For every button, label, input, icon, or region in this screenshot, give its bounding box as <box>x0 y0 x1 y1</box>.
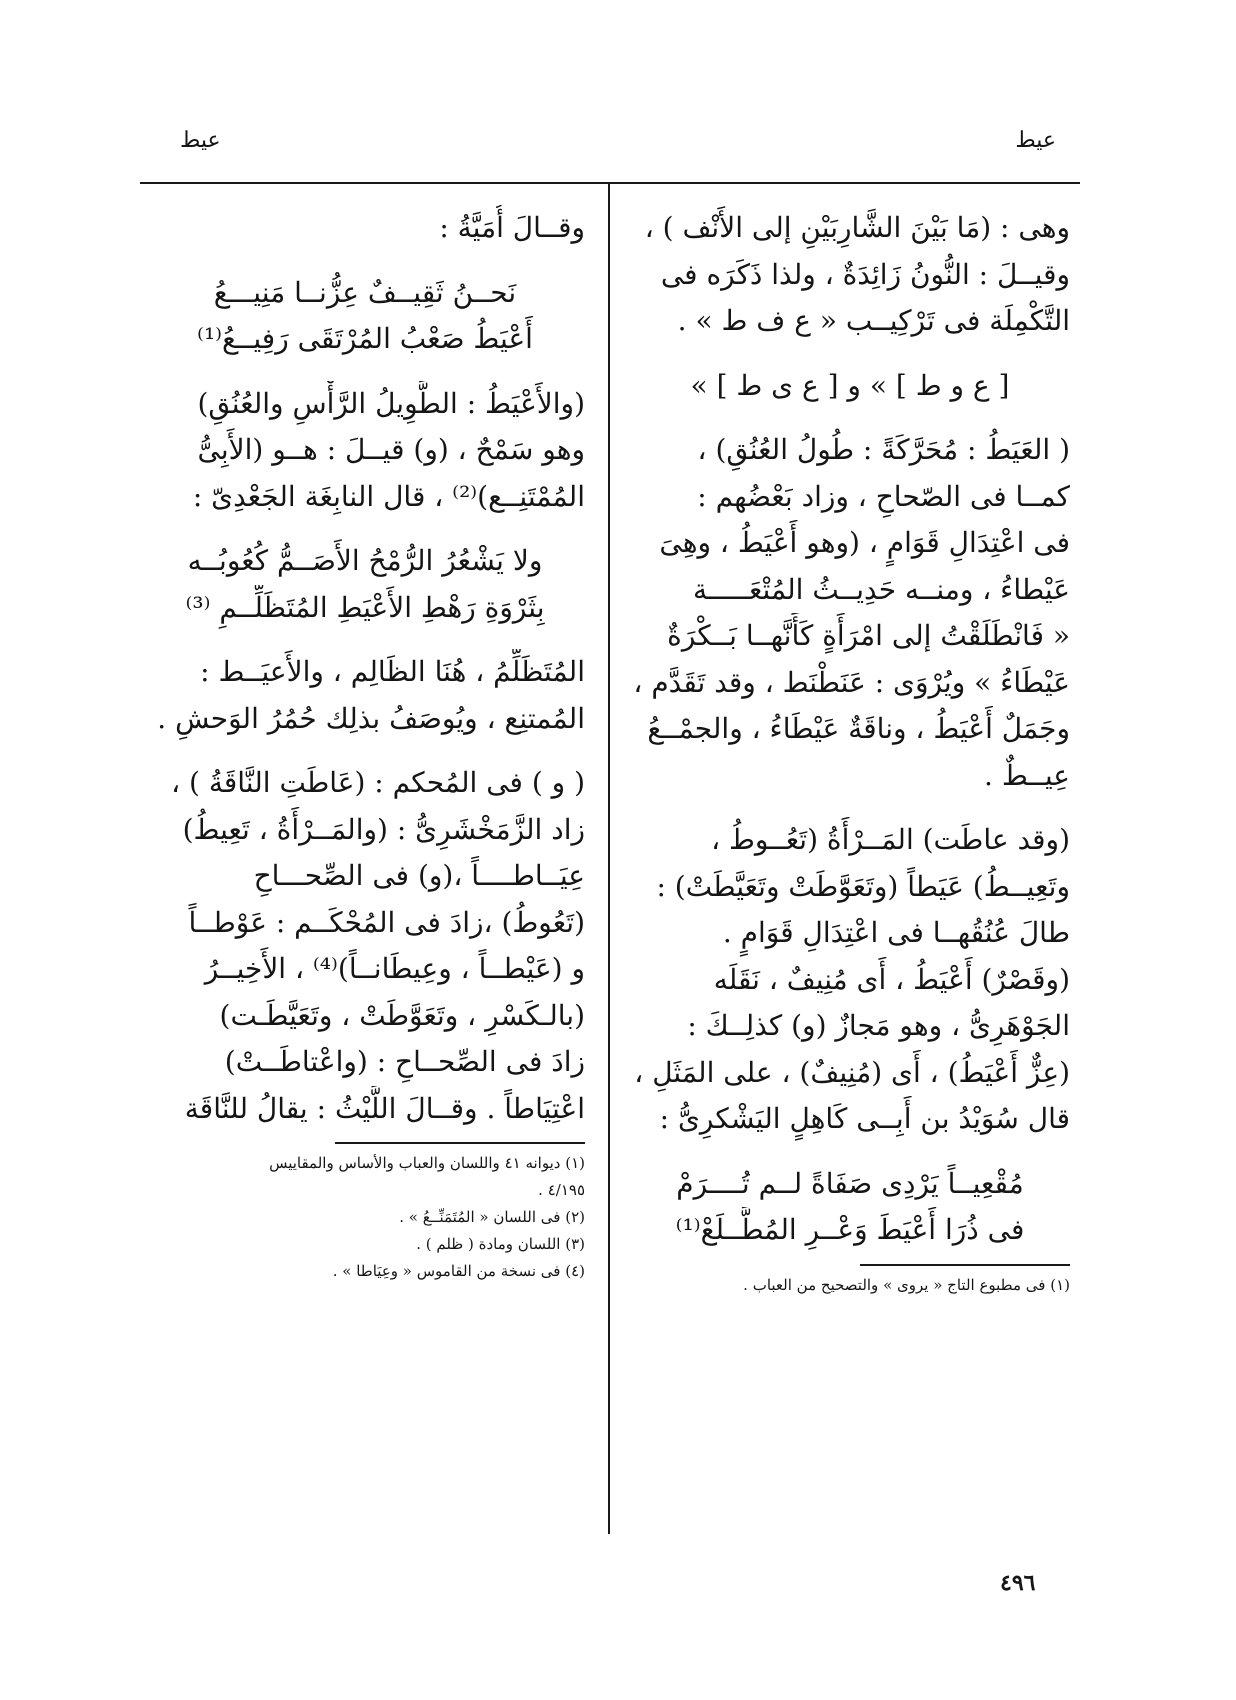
left-column <box>145 205 585 1285</box>
text-line: كمــا فى الصّحاحِ ، وزاد بَعْضُهم : <box>697 479 1070 513</box>
right-column <box>630 205 1070 1299</box>
text-line: التَّكْمِلَة فى تَرْكِيــب « ع ف ط » . <box>677 304 1070 337</box>
verse-line: ولا يَشْعُرُ الرُّمْحُ الأَصَــمُّ كُعُوبُــه <box>187 544 543 577</box>
text-line: ( العَيَطُ : مُحَرَّكَةً : طُولُ العُنُقِ) ، <box>697 433 1070 466</box>
footnote: (١) ديوانه ٤١ واللسان والعباب والأساس والمقاييس <box>269 1154 585 1172</box>
text-line: « فَانْطَلَقْتُ إلى امْرَأَةٍ كَأَنَّهــا بَــكْرَةٌ <box>667 619 1070 652</box>
text-line: (وقد عاطَت) المَــرْأَةُ (تَعُــوطُ ، <box>711 823 1070 856</box>
verse-line: أَعْيَطُ صَعْبُ المُرْتَقَى رَفِيــعُ⁽¹⁾ <box>197 322 533 355</box>
text-line: زاد الزَّمَخْشَرِىُّ : (والمَــرْأَةُ ، تَعِيطُ) <box>182 812 585 846</box>
text-line: زادَ فى الصِّحــاحِ : (واعْتاطَــتْ) <box>224 1045 585 1078</box>
text-line: (عِزٌّ أَعْيَطُ) ، أَى (مُنِيفٌ) ، على المَثَلِ ، <box>634 1055 1070 1089</box>
text-line: وهو سَمْحٌ ، (و) قيــلَ : هــو (الأَبِىُّ <box>197 433 585 466</box>
footnote: (١) فى مطبوع التاج « يروى » والتصحيح من العباب . <box>743 1275 1070 1294</box>
text-line: وقيــلَ : النُّونُ زَائِدَةٌ ، ولذا ذَكَرَه فى <box>660 257 1070 291</box>
entry-heading: [ ع و ط ] » و [ ع ى ط ] » <box>690 368 1010 402</box>
text-line: قال سُوَيْدُ بن أَبِــى كَاهِلٍ اليَشْكرِىُّ : <box>659 1102 1070 1135</box>
footnote: (٣) اللسان ومادة ( ظلم ) . <box>416 1235 585 1253</box>
running-head-left: عيط <box>180 128 221 153</box>
text-line: عِيــطٌ . <box>984 758 1070 792</box>
text-line: وقــالَ أُمَيَّةُ : <box>439 211 585 244</box>
running-head-right: عيط <box>1015 128 1056 153</box>
text-line: (والأَعْيَطُ : الطَّوِيلُ الرَّأْسِ والعُنُقِ) <box>197 386 585 420</box>
text-line: الجَوْهَرِىُّ ، وهو مَجازٌ (و) كذلِــكَ : <box>687 1009 1070 1042</box>
footnote: (٤) فى نسخة من القاموس « وعِيَاطا » . <box>332 1262 585 1280</box>
text-line: فى اعْتِدَالِ قَوَامٍ ، (وهو أَعْيَطُ ، وهِىَ <box>659 526 1070 559</box>
text-line: المُتَظَلِّمُ ، هُنَا الظَالِم ، والأَعيَــط : <box>200 655 585 688</box>
text-line: عَيْطاءُ ، ومنــه حَدِيــثُ المُتْعَـــــة <box>692 572 1070 606</box>
text-line: وجَمَلٌ أَعْيَطُ ، وناقَةٌ عَيْطَاءُ ، والجمْــعُ <box>647 712 1070 745</box>
text-line: المُمتنِع ، ويُوصَفُ بذلِك حُمُرُ الوَحشِ . <box>157 701 585 735</box>
verse-line: نَحــنُ ثَقِيــفٌ عِزُّنــا مَنِيـــعُ <box>213 275 517 309</box>
text-line: ( و ) فى المُحكم : (عَاطَتِ النَّاقَةُ ) ، <box>171 766 585 799</box>
footnote: (٢) فى اللسان « المُتَمَنِّــعُ » . <box>399 1208 585 1226</box>
verse-line: فى ذُرَا أَعْيَطَ وَعْــرِ المُطَّــلَعْ⁽¹⁾ <box>675 1213 1025 1246</box>
column-divider <box>608 184 610 1534</box>
text-line: (بالـكَسْرِ ، وتَعَوَّطَتْ ، وتَعَيَّطَـت) <box>219 998 585 1032</box>
text-line: (وقَصْرٌ) أَعْيَطُ ، أَى مُنِيفٌ ، نَقَلَه <box>713 962 1070 996</box>
text-line: عِيَــاطــــاً ،(و) فى الصِّحـــاحِ <box>253 859 585 892</box>
text-line: و (عَيْطــاً ، وعِيطَانــاً)⁽⁴⁾ ، الأَخِيــرُ <box>204 952 585 985</box>
footnote: ٤/١٩٥ . <box>538 1181 585 1199</box>
text-line: وهى : (مَا بَيْنَ الشَّارِبَيْنِ إلى الأَنْف ) ، <box>644 211 1070 244</box>
text-line: طالَ عُنُقُهــا فى اعْتِدَالِ قَوَامٍ . <box>722 916 1070 949</box>
header-rule <box>140 182 1080 184</box>
text-line: (تَعُوطُ) ،زادَ فى المُحْكَــم : عَوْطــاً <box>188 905 585 939</box>
footnote-rule <box>860 1264 1070 1266</box>
text-line: المُمْتَنِــع)⁽²⁾ ، قال النابِغَة الجَعْدِىّ : <box>192 479 585 513</box>
text-line: عَيْطَاءُ » ويُرْوَى : عَنَطْنَط ، وقد تَقَدَّم ، <box>633 665 1070 699</box>
text-line: وتَعِيــطُ) عَيَطاً (وتَعَوَّطَتْ وتَعَيَّطَتْ) : <box>656 869 1070 903</box>
verse-line: بِثَرْوَةِ رَهْطِ الأَعْيَطِ المُتَظَلِّــمِ ⁽³⁾ <box>185 590 545 624</box>
verse-line: مُقْعِيــاً يَرْدِى صَفَاةً لــم تُــــرَمْ <box>676 1166 1024 1200</box>
footnote-rule <box>335 1142 585 1144</box>
text-line: اعْتِيَاطاً . وقــالَ اللَّيْثُ : يقالُ للنَّاقَة <box>184 1091 585 1125</box>
page-number: ٤٩٦ <box>1000 1570 1036 1596</box>
